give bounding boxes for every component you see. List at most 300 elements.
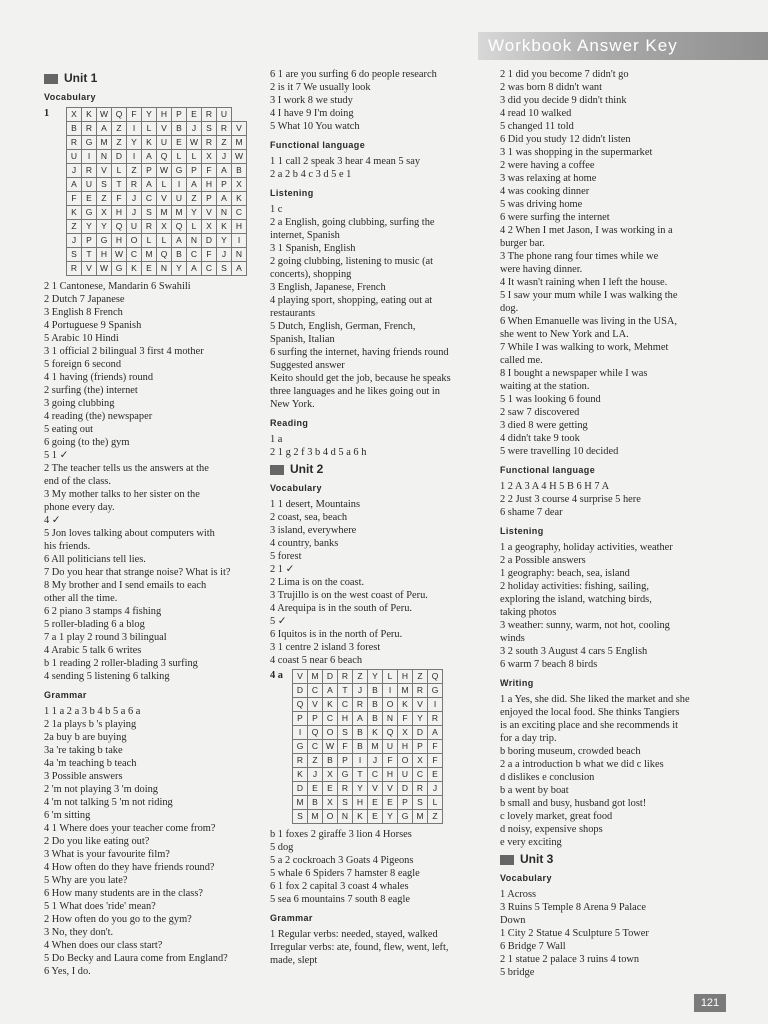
answer-line: 1 2 A 3 A 4 H 5 B 6 H 7 A [500, 481, 610, 492]
answer-line: 2 1 Cantonese, Mandarin 6 Swahili [44, 281, 191, 292]
functional-lines [270, 155, 498, 181]
grid-row [67, 262, 247, 276]
grid-cell: F [338, 740, 353, 754]
answer-line: 5 1 ✓ [44, 450, 69, 461]
grid-cell: E [142, 262, 157, 276]
grid-cell: G [338, 768, 353, 782]
grid-cell: V [157, 122, 172, 136]
grid-cell: I [232, 234, 247, 248]
answer-line: 1 1 a 2 a 3 b 4 b 5 a 6 a [44, 706, 141, 717]
answer-line: 3 died 8 were getting [500, 420, 588, 431]
answer-line: 4 coast 5 near 6 beach [270, 655, 363, 666]
grid-cell: Z [67, 220, 82, 234]
grid-cell: B [172, 248, 187, 262]
grid-row [293, 782, 443, 796]
answer-line: b a went by boat [500, 785, 569, 796]
answer-lines [44, 280, 268, 683]
section-heading: Vocabulary [500, 873, 552, 883]
grid-cell: P [202, 192, 217, 206]
grid-cell: A [353, 712, 368, 726]
answer-line: 5 changed 11 told [500, 121, 574, 132]
grid-cell: V [413, 698, 428, 712]
grid-cell: T [82, 248, 97, 262]
grid-cell: K [67, 206, 82, 220]
grid-cell: L [157, 178, 172, 192]
unit-title: Unit 3 [520, 852, 554, 866]
grid-cell: Z [353, 670, 368, 684]
grid-cell: A [428, 726, 443, 740]
grid-cell: L [187, 220, 202, 234]
answer-line: phone every day. [44, 502, 115, 513]
grid-cell: E [82, 192, 97, 206]
grid-cell: T [353, 768, 368, 782]
answer-line: Down [500, 915, 526, 926]
grid-cell: F [112, 192, 127, 206]
grid-cell: P [187, 164, 202, 178]
grid-cell: R [82, 122, 97, 136]
grid-cell: F [67, 192, 82, 206]
grid-cell: V [97, 164, 112, 178]
section-heading: Grammar [270, 913, 313, 923]
grid-cell: F [127, 108, 142, 122]
answer-line: 4 Portuguese 9 Spanish [44, 320, 142, 331]
grid-cell: M [308, 810, 323, 824]
answer-line: 4 Arabic 5 talk 6 writes [44, 645, 142, 656]
grid-cell: O [383, 698, 398, 712]
grid-cell: Y [383, 810, 398, 824]
answer-line: exploring the island, watching birds, [500, 594, 652, 605]
grid-cell: D [112, 150, 127, 164]
grid-cell: E [368, 796, 383, 810]
grid-cell: Z [217, 136, 232, 150]
grid-cell: O [398, 754, 413, 768]
answer-line: 2 saw 7 discovered [500, 407, 580, 418]
grid-cell: P [172, 108, 187, 122]
answer-line: 4 didn't take 9 took [500, 433, 580, 444]
grid-cell: N [338, 810, 353, 824]
grid-cell: P [293, 712, 308, 726]
answer-line: 4 I have 9 I'm doing [270, 108, 354, 119]
grid-cell: W [112, 248, 127, 262]
grid-cell: Z [428, 810, 443, 824]
answer-line: 6 surfing the internet, having friends round [270, 347, 449, 358]
grid-row [67, 192, 247, 206]
grid-cell: L [112, 164, 127, 178]
answer-line: 3 My mother talks to her sister on the [44, 489, 200, 500]
grid-row [293, 740, 443, 754]
grid-cell: E [187, 108, 202, 122]
grid-cell: L [428, 796, 443, 810]
grid-row [67, 234, 247, 248]
grid-cell: J [67, 234, 82, 248]
page-number: 121 [694, 994, 726, 1012]
grid-cell: H [232, 220, 247, 234]
grid-cell: Y [82, 220, 97, 234]
answer-line: for a day trip. [500, 733, 557, 744]
grid-cell: L [142, 234, 157, 248]
listening-lines [500, 541, 736, 671]
vocabulary-lines [270, 828, 498, 906]
grid-cell: N [187, 234, 202, 248]
grid-cell: Y [187, 206, 202, 220]
word-search-grid [292, 669, 443, 824]
grid-cell: Z [97, 192, 112, 206]
grid-cell: V [202, 206, 217, 220]
answer-line: 4 1 having (friends) round [44, 372, 154, 383]
grid-cell: G [97, 234, 112, 248]
grid-cell: C [187, 248, 202, 262]
grid-row [293, 726, 443, 740]
grid-cell: H [157, 108, 172, 122]
grid-cell: M [142, 248, 157, 262]
grid-cell: A [217, 192, 232, 206]
unit-title: Unit 2 [290, 462, 324, 476]
section-heading: Writing [500, 678, 534, 688]
answer-line: waiting at the station. [500, 381, 590, 392]
grid-cell: J [217, 248, 232, 262]
unit-heading [44, 72, 268, 85]
grid-cell: F [428, 754, 443, 768]
grid-cell: E [323, 782, 338, 796]
answer-line: 5 Dutch, English, German, French, [270, 321, 416, 332]
grid-cell: A [142, 178, 157, 192]
grid-cell: Z [112, 136, 127, 150]
word-search-grid [66, 107, 247, 276]
grid-row [67, 122, 247, 136]
answer-line: 5 Jon loves talking about computers with [44, 528, 215, 539]
answer-line: 2 1 ✓ [270, 564, 295, 575]
answer-line: 4 How often do they have friends round? [44, 862, 215, 873]
answer-line: Suggested answer [270, 360, 345, 371]
grid-cell: V [157, 192, 172, 206]
answer-line: 5 a 2 cockroach 3 Goats 4 Pigeons [270, 855, 414, 866]
answer-line: 6 Yes, I do. [44, 966, 91, 977]
grid-cell: S [217, 262, 232, 276]
grid-cell: O [127, 234, 142, 248]
grid-cell: C [202, 262, 217, 276]
grid-cell: C [413, 768, 428, 782]
grid-cell: D [323, 670, 338, 684]
grid-cell: G [428, 684, 443, 698]
grid-cell: L [142, 122, 157, 136]
answer-line: were having dinner. [500, 264, 583, 275]
answer-line: 1 c [270, 204, 283, 215]
grid-cell: Q [383, 726, 398, 740]
grid-cell: P [398, 796, 413, 810]
answer-line: Spanish, Italian [270, 334, 335, 345]
answer-line: 1 geography: beach, sea, island [500, 568, 630, 579]
page-title: Workbook Answer Key [478, 32, 768, 60]
grid-row [293, 796, 443, 810]
column-3 [500, 68, 736, 979]
grid-cell: L [187, 150, 202, 164]
answer-line: 5 foreign 6 second [44, 359, 122, 370]
unit-square-icon [44, 74, 58, 84]
grid-cell: U [217, 108, 232, 122]
answer-line: 6 'm sitting [44, 810, 91, 821]
answer-line: she went to New York and LA. [500, 329, 629, 340]
grid-cell: K [368, 726, 383, 740]
answer-line: 2 a a introduction b what we did c likes [500, 759, 664, 770]
grid-cell: I [428, 698, 443, 712]
exercise-number: 4 a [270, 670, 283, 681]
grid-cell: B [172, 122, 187, 136]
grid-cell: P [142, 164, 157, 178]
grid-row [293, 684, 443, 698]
grid-cell: B [368, 698, 383, 712]
answer-line: 6 1 fox 2 capital 3 coast 4 whales [270, 881, 409, 892]
answer-line: is an exciting place and she recommends it [500, 720, 679, 731]
grid-cell: M [293, 796, 308, 810]
grid-cell: V [293, 670, 308, 684]
grid-cell: J [217, 150, 232, 164]
grid-cell: U [82, 178, 97, 192]
answer-line: 2 were having a coffee [500, 160, 595, 171]
grid-cell: X [398, 726, 413, 740]
grid-cell: C [127, 248, 142, 262]
grid-cell: D [293, 684, 308, 698]
answer-line: 2 1 did you become 7 didn't go [500, 69, 629, 80]
grid-cell: K [217, 220, 232, 234]
answer-line: 6 going (to the) gym [44, 437, 130, 448]
grid-row [67, 150, 247, 164]
answer-line: b boring museum, crowded beach [500, 746, 641, 757]
grid-cell: I [172, 178, 187, 192]
grid-cell: J [308, 768, 323, 782]
grid-cell: X [157, 220, 172, 234]
grid-cell: F [398, 712, 413, 726]
grid-cell: A [142, 150, 157, 164]
grid-row [293, 754, 443, 768]
grid-cell: D [413, 726, 428, 740]
grammar-lines [44, 705, 268, 978]
grid-cell: M [232, 136, 247, 150]
functional-lines [500, 480, 736, 519]
grid-cell: J [187, 122, 202, 136]
grid-cell: Q [112, 220, 127, 234]
grid-cell: Z [187, 192, 202, 206]
answer-line: 5 ✓ [270, 616, 287, 627]
grid-cell: C [142, 192, 157, 206]
grid-cell: J [127, 206, 142, 220]
grid-cell: R [413, 782, 428, 796]
grid-cell: R [67, 262, 82, 276]
answer-line: Irregular verbs: ate, found, flew, went, left, [270, 942, 449, 953]
answer-line: 3 1 official 2 bilingual 3 first 4 mother [44, 346, 204, 357]
grid-cell: R [127, 178, 142, 192]
grid-cell: A [172, 234, 187, 248]
grid-cell: C [308, 684, 323, 698]
grid-cell: P [217, 178, 232, 192]
grid-cell: X [232, 178, 247, 192]
answer-line: 6 How many students are in the class? [44, 888, 203, 899]
grid-cell: F [202, 164, 217, 178]
grid-cell: F [428, 740, 443, 754]
grid-cell: R [338, 782, 353, 796]
grid-cell: L [383, 670, 398, 684]
answer-line: 6 Iquitos is in the north of Peru. [270, 629, 403, 640]
answer-line: 3 1 centre 2 island 3 forest [270, 642, 381, 653]
answer-line: 2 a 2 b 4 c 3 d 5 e 1 [270, 169, 352, 180]
answer-line: 3 Possible answers [44, 771, 123, 782]
answer-line: 3 1 was shopping in the supermarket [500, 147, 653, 158]
grid-cell: W [97, 262, 112, 276]
answer-line: 6 were surfing the internet [500, 212, 610, 223]
grid-cell: I [353, 754, 368, 768]
answer-line: 1 City 2 Statue 4 Sculpture 5 Tower [500, 928, 649, 939]
answer-line: 5 1 What does 'ride' mean? [44, 901, 156, 912]
grid-cell: Z [112, 122, 127, 136]
grid-cell: C [323, 712, 338, 726]
grid-cell: S [202, 122, 217, 136]
grid-cell: T [338, 684, 353, 698]
answer-line: enjoyed the local food. She thinks Tangiers [500, 707, 680, 718]
answer-line: 5 eating out [44, 424, 94, 435]
answer-line: 4 When does our class start? [44, 940, 163, 951]
grid-cell: R [202, 108, 217, 122]
grammar-lines [270, 928, 498, 967]
answer-line: 4 Arequipa is in the south of Peru. [270, 603, 412, 614]
answer-line: 2 a English, going clubbing, surfing the [270, 217, 435, 228]
grid-cell: X [67, 108, 82, 122]
grid-cell: W [97, 108, 112, 122]
grid-row [293, 810, 443, 824]
answer-line: made, slept [270, 955, 318, 966]
grid-cell: L [172, 150, 187, 164]
grid-cell: Y [127, 136, 142, 150]
answer-line: 2 going clubbing, listening to music (at [270, 256, 434, 267]
answer-line: 6 Bridge 7 Wall [500, 941, 566, 952]
grid-cell: B [323, 754, 338, 768]
grid-cell: S [338, 726, 353, 740]
grid-cell: E [308, 782, 323, 796]
grid-cell: V [368, 782, 383, 796]
answer-line: 4 read 10 walked [500, 108, 572, 119]
grid-cell: R [67, 136, 82, 150]
reading-lines [270, 433, 498, 459]
unit-title: Unit 1 [64, 71, 98, 85]
section-heading: Vocabulary [44, 92, 96, 102]
grid-cell: K [293, 768, 308, 782]
grid-cell: A [67, 178, 82, 192]
grid-cell: D [293, 782, 308, 796]
grid-cell: H [398, 670, 413, 684]
unit-square-icon [500, 855, 514, 865]
grid-cell: Y [368, 670, 383, 684]
answer-line: 1 a [270, 434, 283, 445]
listening-lines [270, 203, 498, 411]
grid-cell: Q [172, 220, 187, 234]
unit-heading [500, 853, 736, 866]
grid-cell: Y [413, 712, 428, 726]
section-heading: Reading [270, 418, 309, 428]
answer-line: 5 dog [270, 842, 294, 853]
grid-cell: W [232, 150, 247, 164]
answer-line: 4 was cooking dinner [500, 186, 590, 197]
grid-cell: G [82, 206, 97, 220]
grid-cell: N [217, 206, 232, 220]
answer-line: New York. [270, 399, 315, 410]
vocabulary-lines [270, 498, 498, 667]
grid-row [293, 768, 443, 782]
grid-cell: C [232, 206, 247, 220]
grid-cell: U [398, 768, 413, 782]
grid-cell: S [293, 810, 308, 824]
answer-line: 6 shame 7 dear [500, 507, 563, 518]
answer-line: 3 English, Japanese, French [270, 282, 386, 293]
unit-square-icon [270, 465, 284, 475]
answer-line: winds [500, 633, 525, 644]
grid-cell: I [383, 684, 398, 698]
grid-cell: N [97, 150, 112, 164]
grid-cell: P [338, 754, 353, 768]
answer-line: 4 'm not talking 5 'm not riding [44, 797, 173, 808]
grid-cell: N [383, 712, 398, 726]
grid-cell: W [157, 164, 172, 178]
answer-line: 3 did you decide 9 didn't think [500, 95, 627, 106]
grid-cell: H [383, 768, 398, 782]
answer-line: 3 I work 8 we study [270, 95, 353, 106]
answer-line: 4a 'm teaching b teach [44, 758, 137, 769]
answer-line: 1 a geography, holiday activities, weather [500, 542, 673, 553]
answer-line: 5 Do Becky and Laura come from England? [44, 953, 228, 964]
answer-line: 5 roller-blading 6 a blog [44, 619, 145, 630]
grid-cell: Y [97, 220, 112, 234]
grid-cell: K [82, 108, 97, 122]
answer-line: d dislikes e conclusion [500, 772, 595, 783]
grid-cell: P [82, 234, 97, 248]
answer-line: 2 Dutch 7 Japanese [44, 294, 125, 305]
grid-cell: Q [157, 150, 172, 164]
answer-line: b 1 reading 2 roller-blading 3 surfing [44, 658, 198, 669]
answer-lines [270, 68, 498, 133]
answer-line: Keito should get the job, because he speaks [270, 373, 451, 384]
answer-line: 2 1 statue 2 palace 3 ruins 4 town [500, 954, 640, 965]
answer-line: d noisy, expensive shops [500, 824, 603, 835]
grid-cell: V [308, 698, 323, 712]
answer-line: 4 1 Where does your teacher come from? [44, 823, 216, 834]
answer-line: 5 Why are you late? [44, 875, 128, 886]
grid-cell: M [398, 684, 413, 698]
answer-line: 4 It wasn't raining when I left the house. [500, 277, 668, 288]
grid-cell: U [157, 136, 172, 150]
grid-cell: H [112, 206, 127, 220]
grid-cell: M [413, 810, 428, 824]
answer-line: 2 2 Just 3 course 4 surprise 5 here [500, 494, 641, 505]
grid-cell: I [293, 726, 308, 740]
grid-cell: P [413, 740, 428, 754]
grid-cell: U [172, 192, 187, 206]
grid-row [293, 670, 443, 684]
answer-line: dog. [500, 303, 519, 314]
section-heading: Grammar [44, 690, 87, 700]
grid-cell: H [338, 712, 353, 726]
section-heading: Functional language [500, 465, 596, 475]
grid-cell: K [323, 698, 338, 712]
answer-line: taking photos [500, 607, 557, 618]
answer-line: b small and busy, husband got lost! [500, 798, 647, 809]
answer-line: 5 was driving home [500, 199, 583, 210]
answer-line: 5 bridge [500, 967, 535, 978]
exercise-number: 1 [44, 108, 50, 119]
grid-cell: Z [127, 164, 142, 178]
grid-cell: C [368, 768, 383, 782]
grid-cell: F [383, 754, 398, 768]
answer-line: 5 I saw your mum while I was walking the [500, 290, 678, 301]
grid-cell: G [172, 164, 187, 178]
grid-cell: U [67, 150, 82, 164]
answer-line: 3a 're taking b take [44, 745, 123, 756]
